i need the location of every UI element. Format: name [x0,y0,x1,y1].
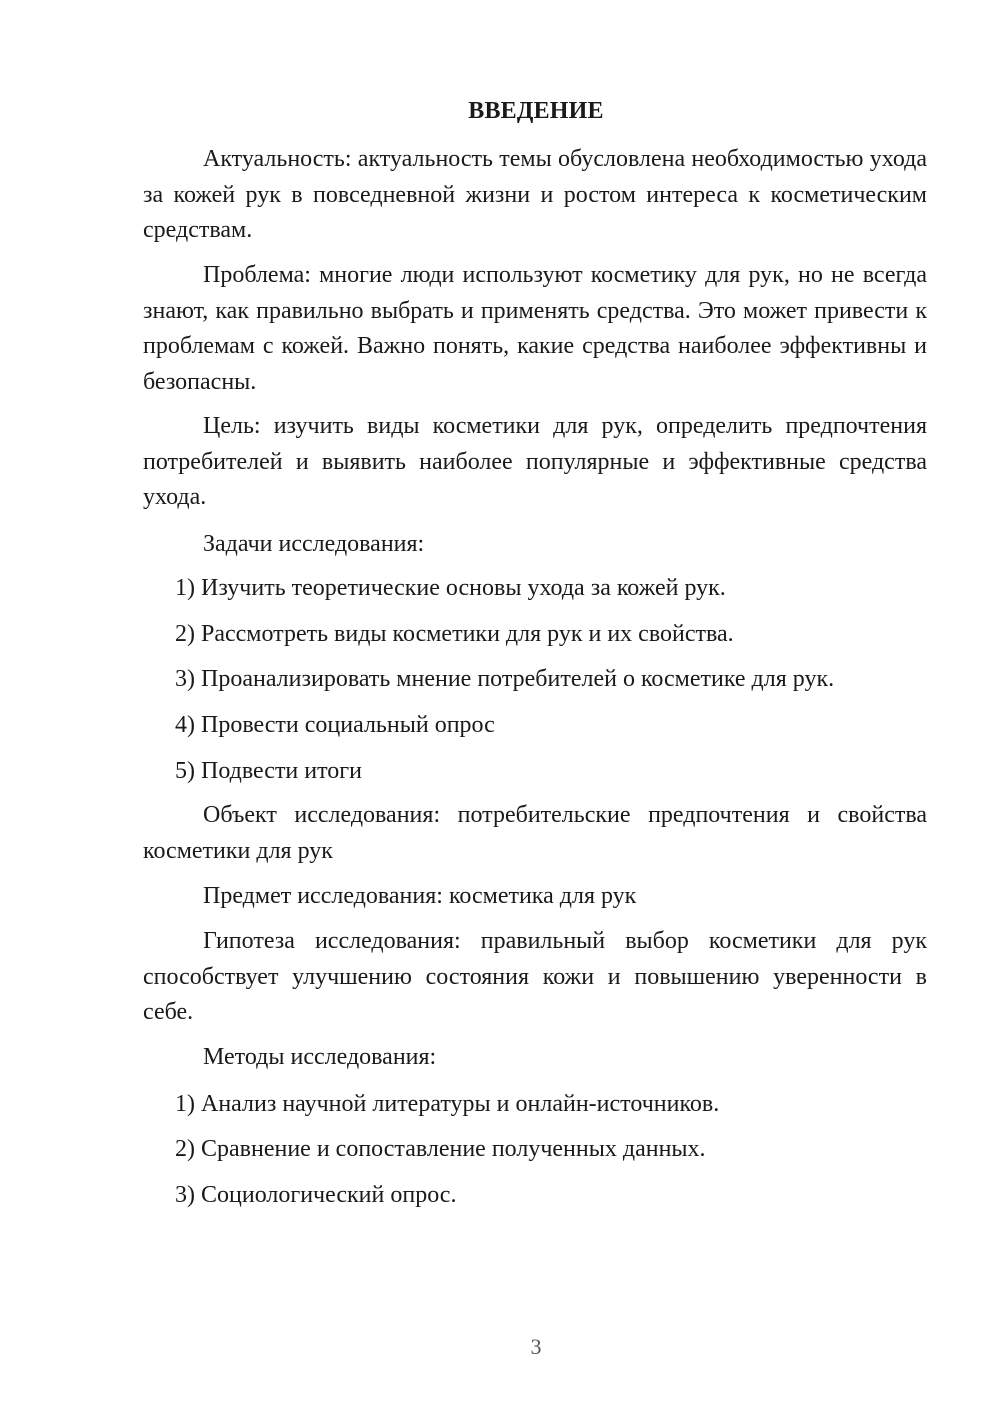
task-item: 4) Провести социальный опрос [175,712,495,738]
task-item: 3) Проанализировать мнение потребителей о косметике для рук. [175,666,835,692]
method-item: 2) Сравнение и сопоставление полученных данных. [175,1136,706,1162]
methods-heading: Методы исследования: [203,1044,437,1070]
method-item: 3) Социологический опрос. [175,1182,457,1208]
section-title: ВВЕДЕНИЕ [468,98,604,124]
goal-paragraph: Цель: изучить виды косметики для рук, определить предпочтения потребителей и выявить наиболее популярные и эффективные средства ухода. [143,413,927,510]
task-item: 1) Изучить теоретические основы ухода за кожей рук. [175,575,726,601]
relevance-paragraph: Актуальность: актуальность темы обусловлена необходимостью ухода за кожей рук в повседневной жизни и ростом интереса к косметическим средствам. [143,146,927,243]
hypothesis-paragraph: Гипотеза исследования: правильный выбор косметики для рук способствует улучшению состояния кожи и повышению уверенности в себе. [143,928,927,1025]
object-paragraph: Объект исследования: потребительские предпочтения и свойства косметики для рук [143,802,927,864]
task-item: 2) Рассмотреть виды косметики для рук и их свойства. [175,621,734,647]
method-item: 1) Анализ научной литературы и онлайн-источников. [175,1091,720,1117]
page-number: 3 [530,1334,542,1359]
task-item: 5) Подвести итоги [175,758,362,784]
tasks-heading: Задачи исследования: [203,531,425,557]
subject-paragraph: Предмет исследования: косметика для рук [203,883,637,909]
problem-paragraph: Проблема: многие люди используют косметику для рук, но не всегда знают, как правильно выбрать и применять средства. Это может привести к проблемам с кожей. Важно понять, какие средства наиболее эффективны и безопасны. [143,262,927,395]
